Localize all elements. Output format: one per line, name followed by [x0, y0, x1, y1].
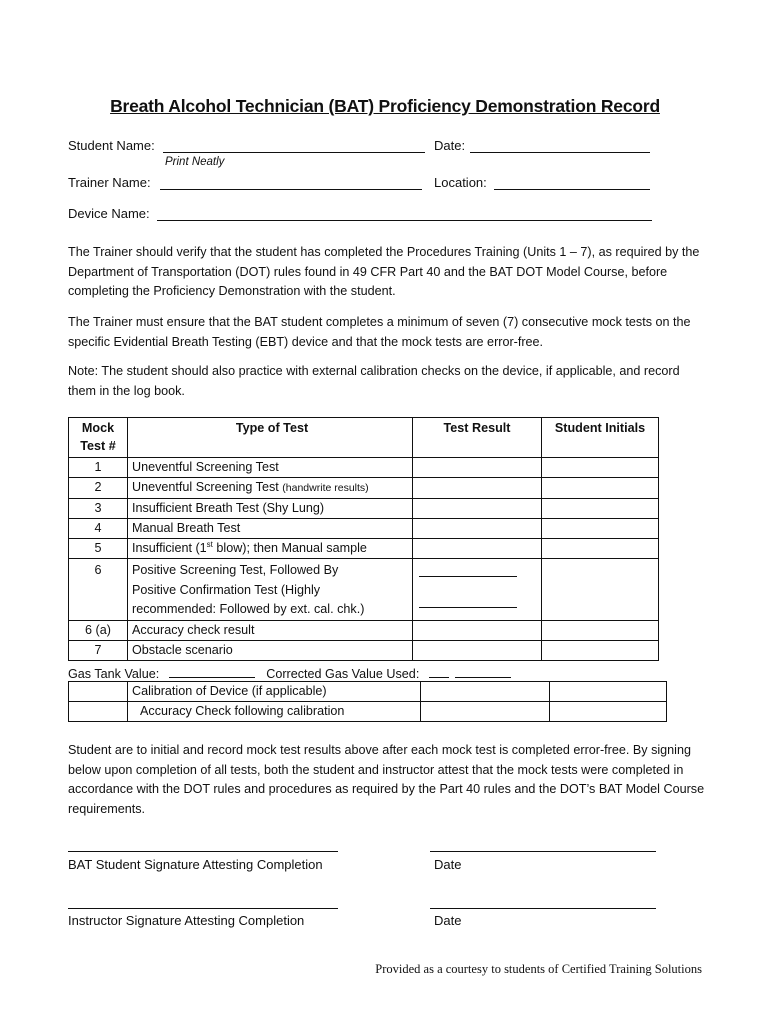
test-type	[128, 478, 413, 499]
test-result-cell[interactable]	[413, 519, 542, 539]
test-type-line: Positive Screening Test, Followed By	[132, 563, 339, 577]
test-type-text-pre: Insufficient (1	[132, 541, 207, 555]
test-result-cell[interactable]	[413, 499, 542, 519]
instructor-signature-line[interactable]	[68, 908, 338, 909]
mock-number: 6 (a)	[69, 620, 128, 640]
test-result-cell[interactable]	[413, 539, 542, 559]
student-initials-cell[interactable]	[542, 620, 659, 640]
footer-courtesy: Provided as a courtesy to students of Certified Training Solutions	[375, 962, 702, 976]
device-name-field[interactable]	[157, 220, 652, 221]
test-type	[128, 559, 413, 621]
screening-result-line[interactable]	[419, 576, 517, 577]
test-type	[128, 539, 413, 559]
calibration-type: Accuracy Check following calibration	[128, 702, 421, 722]
corrected-gas-field-b[interactable]	[455, 665, 511, 678]
test-type: Uneventful Screening Test	[128, 458, 413, 478]
student-initials-cell[interactable]	[542, 478, 659, 499]
table-row	[69, 499, 659, 519]
date-label: Date:	[434, 138, 466, 153]
mock-number: 7	[69, 640, 128, 660]
instructor-signature-label: Instructor Signature Attesting Completion	[68, 913, 305, 928]
table-row	[69, 620, 659, 640]
table-row	[69, 702, 667, 722]
trainer-name-field[interactable]	[160, 189, 422, 190]
instructor-date-label: Date	[434, 913, 462, 928]
test-type-line: recommended: Followed by ext. cal. chk.)	[132, 602, 365, 616]
paragraph-note: Note: The student should also practice with external calibration checks on the device, if applicable, and record them in the log book.	[68, 364, 680, 398]
header-test-result: Test Result	[413, 418, 542, 458]
table-row	[69, 519, 659, 539]
test-type-line: Positive Confirmation Test (Highly	[132, 582, 321, 597]
test-type: Accuracy check result	[128, 620, 413, 640]
student-date-label: Date	[434, 857, 462, 872]
location-field[interactable]	[494, 189, 650, 190]
student-initials-cell[interactable]	[542, 519, 659, 539]
header-type-of-test: Type of Test	[128, 418, 413, 458]
test-type: Manual Breath Test	[128, 519, 413, 539]
table-row	[69, 539, 659, 559]
mock-number: 3	[69, 499, 128, 519]
table-row	[69, 478, 659, 499]
calibration-initials-cell[interactable]	[550, 682, 667, 702]
device-name-label: Device Name:	[68, 206, 150, 221]
test-result-cell[interactable]	[413, 458, 542, 478]
paragraph-trainer-must: The Trainer must ensure that the BAT student completes a minimum of seven (7) consecutive mock tests on the specific Evidential Breath Testing (EBT) device and that the mock tests are error-free.	[68, 315, 691, 349]
page-title: Breath Alcohol Technician (BAT) Proficiency Demonstration Record	[110, 96, 660, 116]
mock-number: 4	[69, 519, 128, 539]
test-type: Obstacle scenario	[128, 640, 413, 660]
student-date-line[interactable]	[430, 851, 656, 852]
location-label: Location:	[434, 175, 487, 190]
calibration-type: Calibration of Device (if applicable)	[128, 682, 421, 702]
test-type-text: Uneventful Screening Test	[132, 480, 279, 494]
instructor-date-line[interactable]	[430, 908, 656, 909]
test-type-text-post: blow); then Manual sample	[212, 541, 367, 555]
test-result-cell[interactable]	[413, 478, 542, 499]
calibration-result-cell[interactable]	[421, 702, 550, 722]
calibration-table	[68, 681, 667, 722]
paragraph-procedures: The Trainer should verify that the student has completed the Procedures Training (Units 1 – 7), as required by the Department of Transportation (DOT) rules found in 49 CFR Part 40 and the BAT DOT Model Course, before completing the Proficiency Demonstration with the student.	[68, 245, 700, 298]
student-initials-cell[interactable]	[542, 458, 659, 478]
corrected-gas-label: Corrected Gas Value Used:	[266, 667, 420, 681]
mock-test-table	[68, 417, 659, 661]
student-initials-cell[interactable]	[542, 640, 659, 660]
mock-number: 2	[69, 478, 128, 499]
table-header-row	[69, 418, 659, 458]
mock-number: 5	[69, 539, 128, 559]
student-signature-line[interactable]	[68, 851, 338, 852]
trainer-name-label: Trainer Name:	[68, 175, 151, 190]
table-row	[69, 682, 667, 702]
paragraph-attestation: Student are to initial and record mock test results above after each mock test is completed error-free. By signing below upon completion of all tests, both the student and instructor attest that the mock tests were completed in accordance with the DOT rules and procedures as required by the Part 40 rules and the DOT’s BAT Model Course requirements.	[68, 743, 705, 816]
student-name-field[interactable]	[163, 152, 425, 153]
gas-tank-field[interactable]	[169, 665, 255, 678]
calibration-blank-cell	[69, 682, 128, 702]
test-result-cell[interactable]	[413, 640, 542, 660]
gas-values-row	[68, 665, 511, 681]
calibration-result-cell[interactable]	[421, 682, 550, 702]
table-row	[69, 640, 659, 660]
student-initials-cell[interactable]	[542, 499, 659, 519]
gas-tank-label: Gas Tank Value:	[68, 667, 160, 681]
confirmation-result-line[interactable]	[419, 607, 517, 608]
test-result-cell[interactable]	[413, 559, 542, 621]
test-result-cell[interactable]	[413, 620, 542, 640]
table-row	[69, 458, 659, 478]
mock-number: 1	[69, 458, 128, 478]
mock-number: 6	[69, 559, 128, 621]
test-type-note: (handwrite results)	[282, 482, 369, 494]
student-signature-label: BAT Student Signature Attesting Completion	[68, 857, 323, 872]
header-mock-test: Mock Test #	[69, 418, 128, 458]
table-row	[69, 559, 659, 621]
test-type: Insufficient Breath Test (Shy Lung)	[128, 499, 413, 519]
test-type-superscript: st	[206, 539, 213, 549]
print-neatly-hint: Print Neatly	[165, 156, 225, 168]
date-field[interactable]	[470, 152, 650, 153]
corrected-gas-field-a[interactable]	[429, 665, 449, 678]
student-name-label: Student Name:	[68, 138, 155, 153]
student-initials-cell[interactable]	[542, 559, 659, 621]
calibration-blank-cell	[69, 702, 128, 722]
header-student-initials: Student Initials	[542, 418, 659, 458]
student-initials-cell[interactable]	[542, 539, 659, 559]
calibration-initials-cell[interactable]	[550, 702, 667, 722]
